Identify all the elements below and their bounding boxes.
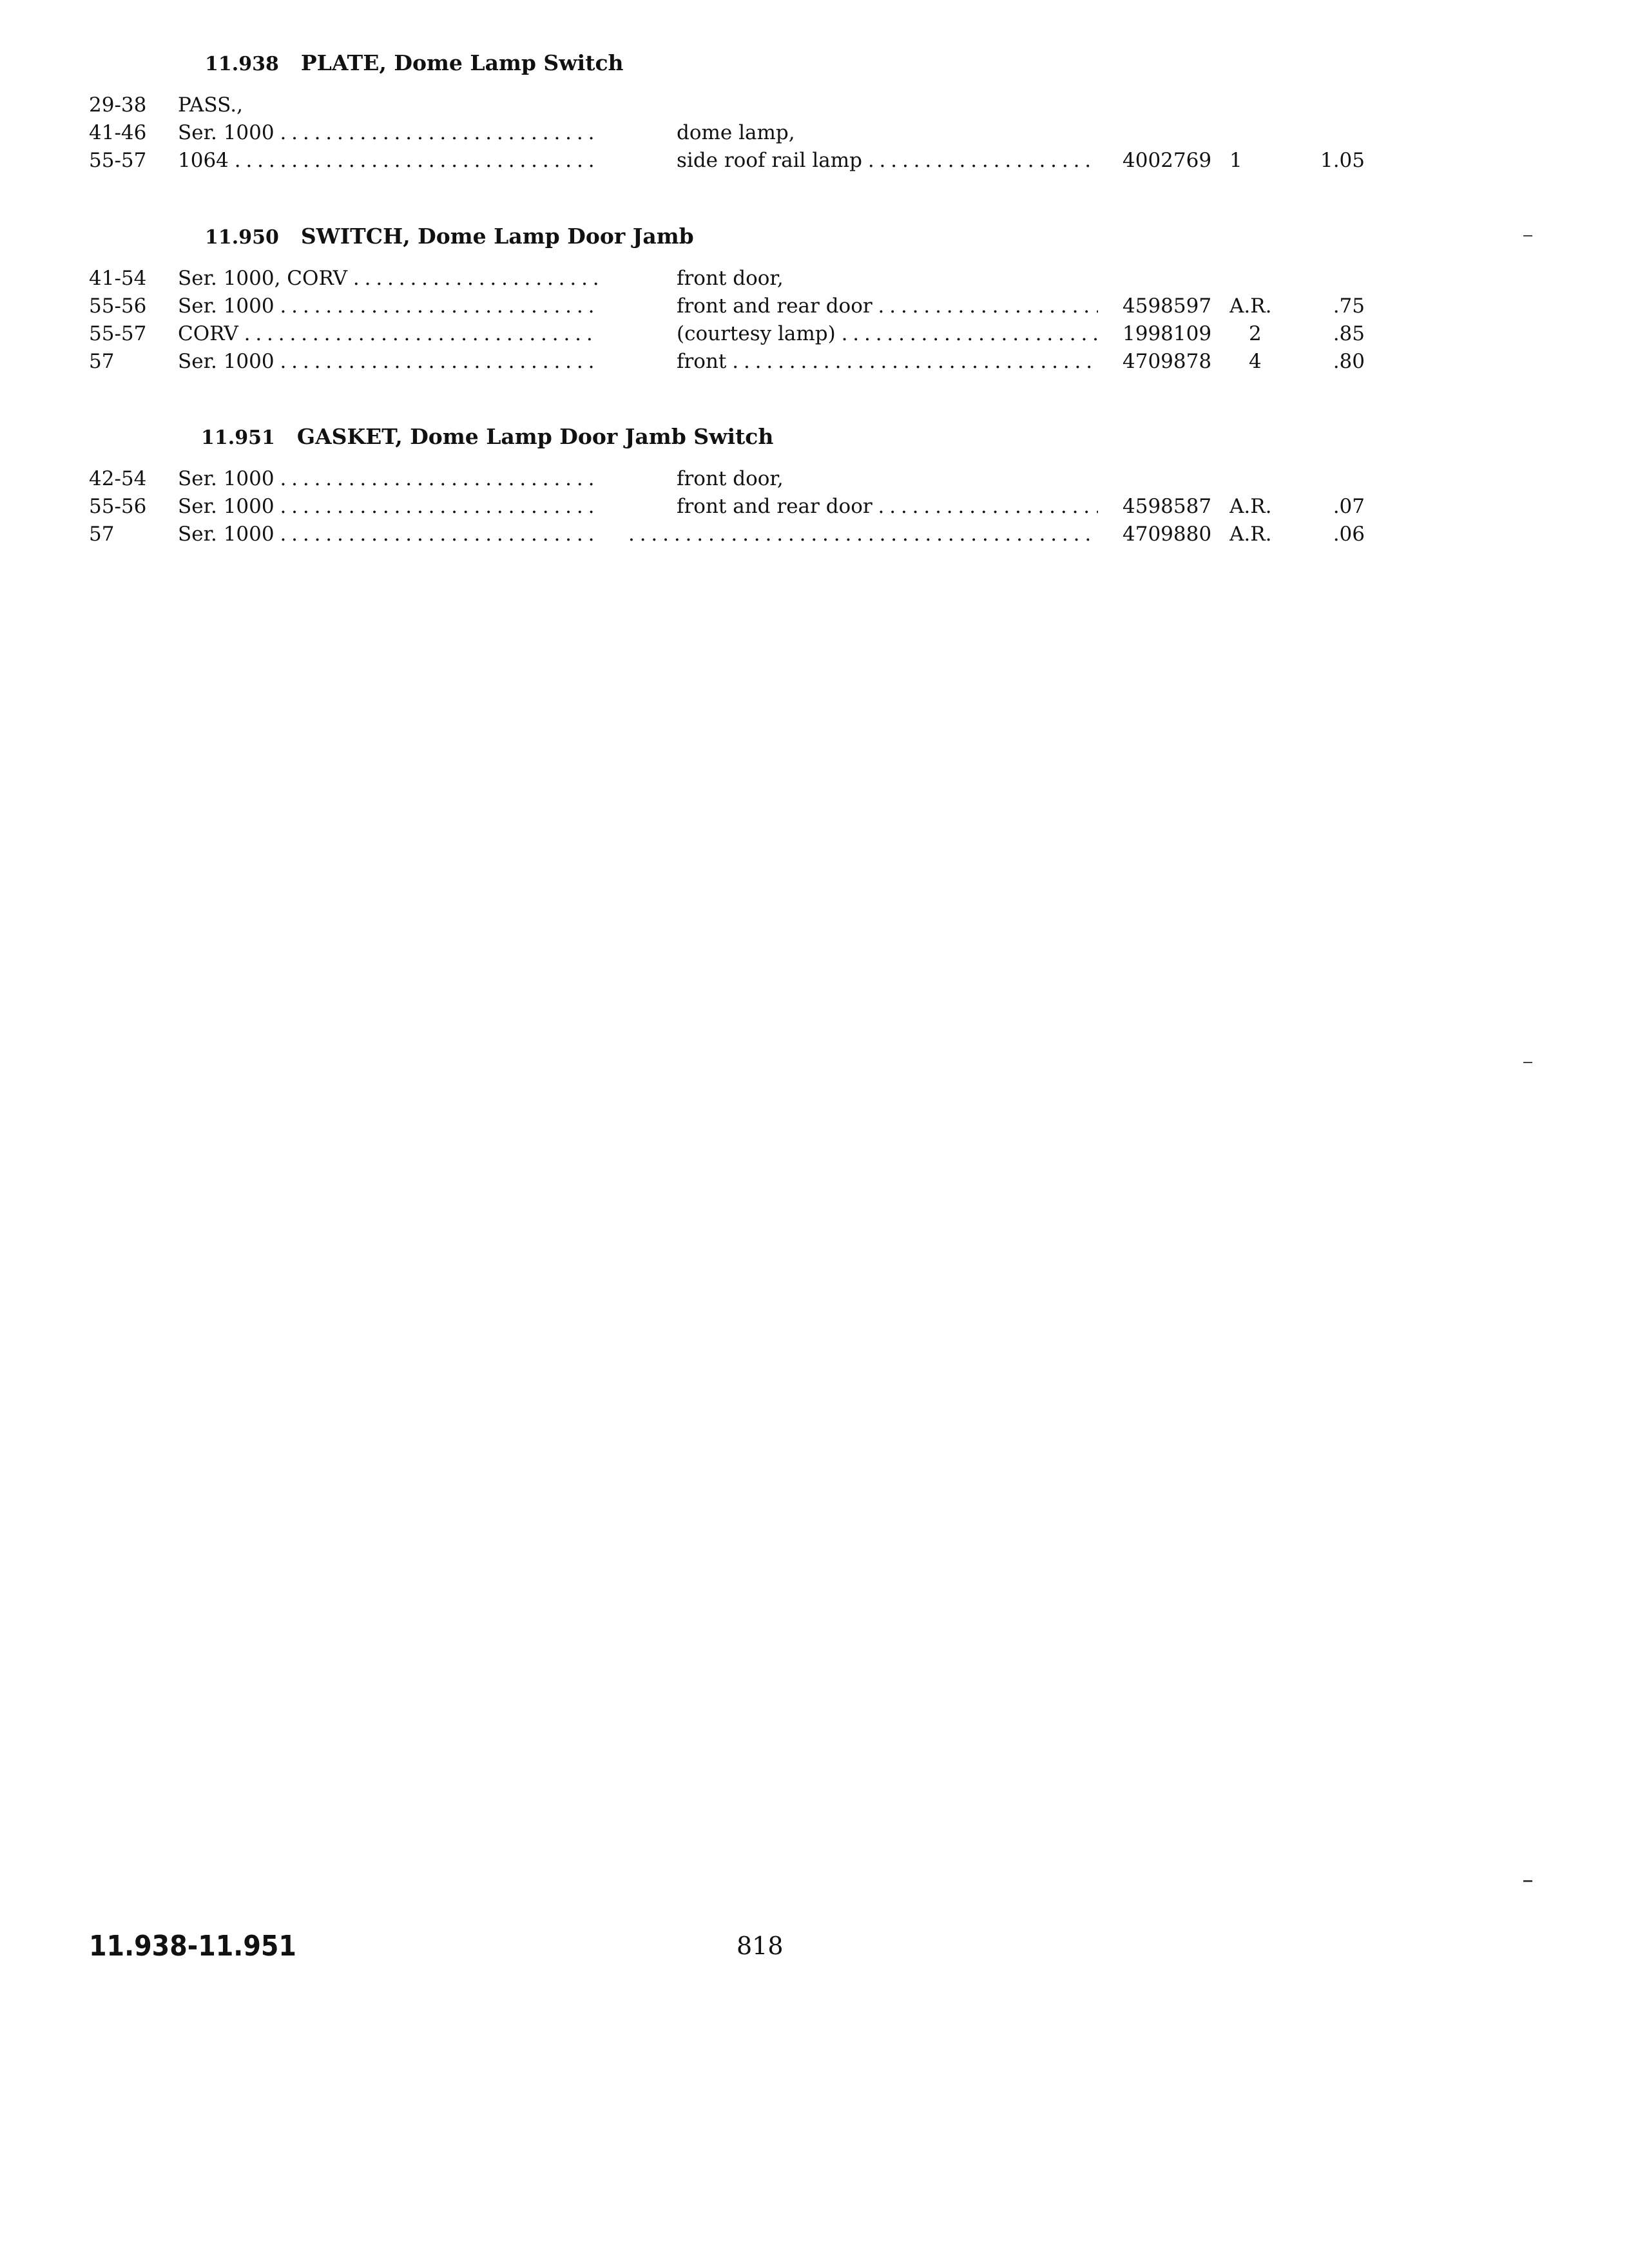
model-cell: 1064 . . . bbox=[178, 149, 598, 172]
quantity-cell: A.R. bbox=[1229, 495, 1272, 518]
quantity-cell: A.R. bbox=[1229, 294, 1272, 318]
description-cell: front door, bbox=[677, 467, 784, 490]
quantity-cell: 4 bbox=[1249, 350, 1262, 373]
table-row bbox=[0, 495, 1629, 523]
section-number: 11.951 bbox=[201, 427, 275, 449]
model-cell: Ser. 1000 . . . bbox=[178, 121, 598, 144]
scan-mark bbox=[1523, 1062, 1532, 1063]
table-row bbox=[0, 294, 1629, 323]
scan-mark bbox=[1523, 235, 1532, 236]
part-number-cell: 4598597 bbox=[1123, 294, 1212, 318]
description-cell: side roof rail lamp . . . bbox=[677, 149, 1098, 172]
page-number: 818 bbox=[737, 1932, 784, 1960]
quantity-cell: A.R. bbox=[1229, 523, 1272, 546]
description-cell: front door, bbox=[677, 267, 784, 290]
part-number-cell: 4598587 bbox=[1123, 495, 1212, 518]
model-cell: Ser. 1000 . . . bbox=[178, 495, 598, 518]
section-number: 11.950 bbox=[205, 226, 279, 249]
price-cell: .75 bbox=[1333, 294, 1365, 318]
part-number-cell: 4002769 bbox=[1123, 149, 1212, 172]
section-heading bbox=[205, 50, 624, 75]
model-cell: PASS., bbox=[178, 93, 243, 117]
quantity-cell: 1 bbox=[1229, 149, 1242, 172]
table-row bbox=[0, 322, 1629, 351]
model-cell: Ser. 1000, CORV . . . bbox=[178, 267, 598, 290]
part-number-cell: 1998109 bbox=[1123, 322, 1212, 345]
description-cell: dome lamp, bbox=[677, 121, 795, 144]
section-title: GASKET, Dome Lamp Door Jamb Switch bbox=[296, 424, 774, 449]
price-cell: .06 bbox=[1333, 523, 1365, 546]
table-row bbox=[0, 350, 1629, 378]
part-number-cell: 4709878 bbox=[1123, 350, 1212, 373]
section-number: 11.938 bbox=[205, 53, 279, 75]
model-cell: Ser. 1000 . . . bbox=[178, 523, 598, 546]
table-row bbox=[0, 121, 1629, 149]
years-cell: 57 bbox=[89, 523, 115, 546]
model-cell: Ser. 1000 . . . bbox=[178, 467, 598, 490]
section-heading bbox=[205, 224, 694, 249]
section-heading bbox=[201, 424, 773, 449]
description-cell: front . . . bbox=[677, 350, 1098, 373]
description-cell bbox=[628, 523, 1098, 546]
years-cell: 42-54 bbox=[89, 467, 147, 490]
description-cell: front and rear door . . . bbox=[677, 495, 1098, 518]
table-row bbox=[0, 267, 1629, 295]
years-cell: 41-46 bbox=[89, 121, 147, 144]
quantity-cell: 2 bbox=[1249, 322, 1262, 345]
description-cell: (courtesy lamp) . . . bbox=[677, 322, 1098, 345]
table-row bbox=[0, 467, 1629, 495]
years-cell: 41-54 bbox=[89, 267, 147, 290]
years-cell: 55-56 bbox=[89, 294, 147, 318]
page-range-label: 11.938-11.951 bbox=[89, 1930, 296, 1963]
model-cell: Ser. 1000 . . . bbox=[178, 294, 598, 318]
price-cell: .07 bbox=[1333, 495, 1365, 518]
years-cell: 55-57 bbox=[89, 322, 147, 345]
price-cell: 1.05 bbox=[1320, 149, 1365, 172]
model-cell: CORV . . . bbox=[178, 322, 598, 345]
table-row bbox=[0, 523, 1629, 551]
part-number-cell: 4709880 bbox=[1123, 523, 1212, 546]
price-cell: .80 bbox=[1333, 350, 1365, 373]
scan-mark bbox=[1523, 1880, 1532, 1882]
section-title: SWITCH, Dome Lamp Door Jamb bbox=[300, 224, 694, 249]
section-title: PLATE, Dome Lamp Switch bbox=[300, 50, 624, 75]
table-row bbox=[0, 93, 1629, 122]
price-cell: .85 bbox=[1333, 322, 1365, 345]
years-cell: 55-56 bbox=[89, 495, 147, 518]
years-cell: 57 bbox=[89, 350, 115, 373]
years-cell: 55-57 bbox=[89, 149, 147, 172]
years-cell: 29-38 bbox=[89, 93, 147, 117]
model-cell: Ser. 1000 . . . bbox=[178, 350, 598, 373]
description-cell: front and rear door . . . bbox=[677, 294, 1098, 318]
table-row bbox=[0, 149, 1629, 177]
